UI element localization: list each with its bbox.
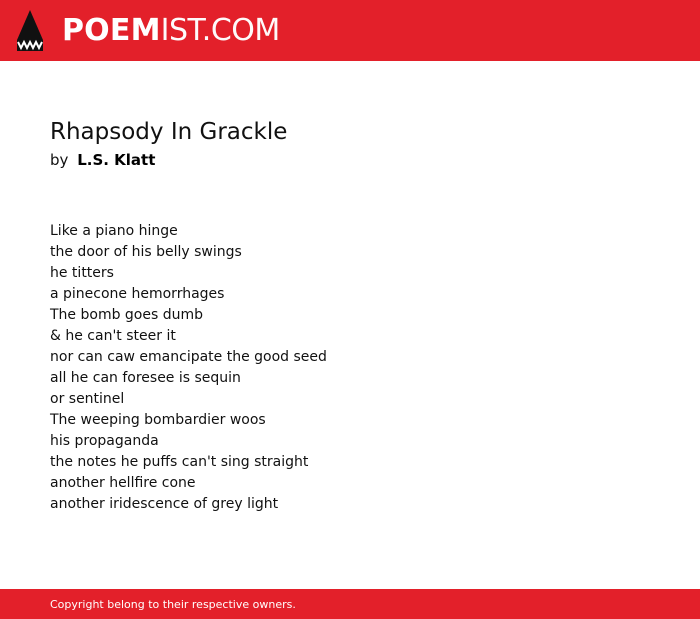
site-logo-text xyxy=(62,10,280,51)
byline-label: by xyxy=(50,151,69,169)
poem-line: Like a piano hinge xyxy=(50,223,178,239)
poem-line: a pinecone hemorrhages xyxy=(50,286,225,302)
poem-line: his propaganda xyxy=(50,433,159,449)
poem-title: Rhapsody In Grackle xyxy=(50,119,288,145)
poem-line: he titters xyxy=(50,265,114,281)
poem-line: & he can't steer it xyxy=(50,328,176,344)
poem-line: another iridescence of grey light xyxy=(50,496,279,512)
poem-line: The weeping bombardier woos xyxy=(50,412,266,428)
site-logo-link[interactable] xyxy=(17,10,280,51)
poem-line: another hellfire cone xyxy=(50,475,196,491)
poem-content xyxy=(50,116,650,515)
pencil-tip-icon xyxy=(17,10,43,51)
poem-byline xyxy=(50,149,650,171)
poem-line: all he can foresee is sequin xyxy=(50,370,241,386)
poem-line: nor can caw emancipate the good seed xyxy=(50,349,327,365)
poem-line: or sentinel xyxy=(50,391,125,407)
poem-body xyxy=(50,221,650,515)
poem-line: The bomb goes dumb xyxy=(50,307,204,323)
author-link[interactable]: L.S. Klatt xyxy=(77,151,156,169)
logo-light-text: IST.COM xyxy=(160,13,280,48)
poem-line: the door of his belly swings xyxy=(50,244,242,260)
site-header xyxy=(0,0,700,61)
poem-line: the notes he puffs can't sing straight xyxy=(50,454,309,470)
copyright-text: Copyright belong to their respective owners. xyxy=(50,598,296,611)
logo-bold-text: POEM xyxy=(62,13,161,48)
site-footer xyxy=(0,589,700,619)
